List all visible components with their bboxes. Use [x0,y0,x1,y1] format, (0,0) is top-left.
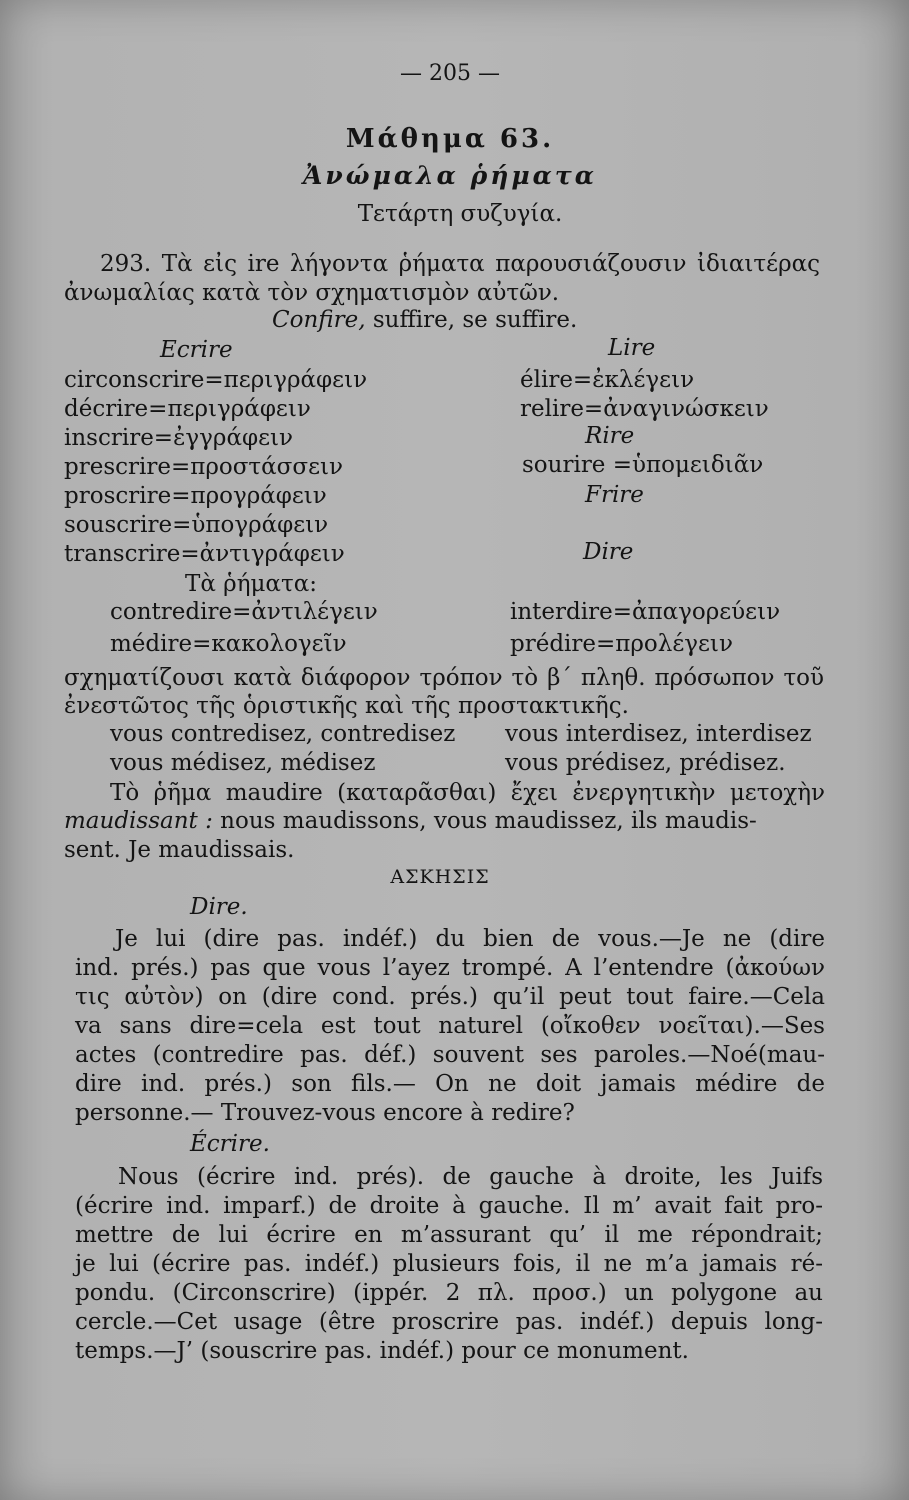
verb-item: élire=ἐκλέγειν [520,367,695,393]
exercise-line: temps.—J’ (souscrire pas. indéf.) pour ce monument. [75,1338,689,1364]
exercise-line: pondu. (Circonscrire) (ippér. 2 πλ. προσ.) un polygone au [75,1280,823,1306]
verb-item: inscrire=ἐγγράφειν [64,425,293,451]
conj-pair-right: vous interdisez, interdisez [505,721,812,747]
verb-item: prescrire=προστάσσειν [64,454,343,480]
ecrire-heading: Ecrire [160,337,233,363]
verb-item: transcrire=ἀντιγράφειν [64,541,345,567]
ta-rhemata: Τὰ ῥήματα: [185,571,317,597]
lire-heading: Lire [608,335,656,361]
frire-heading: Frire [585,482,644,508]
intro-line-2: ἀνωμαλίας κατὰ τὸν σχηματισμὸν αὐτῶν. [64,280,560,306]
conj-pair-right: vous prédisez, prédisez. [505,750,786,776]
intro-line-1: 293. Τὰ εἰς ire λήγοντα ῥήματα παρουσιάζουσιν ἰδιαιτέρας [100,251,820,277]
verb-item: souscrire=ὑπογράφειν [64,512,329,538]
page-number: — 205 — [400,61,500,86]
verb-item: décrire=περιγράφειν [64,396,311,422]
exercise-line: personne.— Trouvez-vous encore à redire? [75,1100,575,1126]
exercise-line: (écrire ind. imparf.) de droite à gauche. Il m’ avait fait pro- [75,1193,823,1219]
conj-pair-left: vous médisez, médisez [110,750,376,776]
conj-pair-left: vous contredisez, contredisez [110,721,456,747]
maudire-line-3: sent. Je maudissais. [64,837,295,863]
conjugation-heading: Τετάρτη συζυγία. [357,201,563,227]
exercise-line: mettre de lui écrire en m’assurant qu’ il me répondrait; [75,1222,823,1248]
exercise-line: cercle.—Cet usage (être proscrire pas. indéf.) depuis long- [75,1309,823,1335]
exercise-line: ind. prés.) pas que vous l’ayez trompé. A l’entendre (ἀκούων [75,955,825,981]
exercise-line: va sans dire=cela est tout naturel (οἴκοθεν νοεῖται).—Ses [75,1013,825,1039]
maudire-line-2 [64,807,757,835]
confire-line: Confire, suffire, se suffire. [272,307,578,333]
schematize-line-1: σχηματίζουσι κατὰ διάφορον τρόπον τὸ β΄ πληθ. πρόσωπον τοῦ [64,665,824,691]
exercise-line: Je lui (dire pas. indéf.) du bien de vous.—Je ne (dire [115,926,825,952]
verb-item: proscrire=προγράφειν [64,483,327,509]
verb-pair-right: interdire=ἀπαγορεύειν [510,599,781,625]
verb-pair-left: contredire=ἀντιλέγειν [110,599,378,625]
exercise-line: Nous (écrire ind. prés). de gauche à droite, les Juifs [118,1164,823,1190]
lesson-title: Μάθημα 63. [345,124,555,154]
verb-pair-right: prédire=προλέγειν [510,631,733,657]
maudire-rest: nous maudissons, vous maudissez, ils maudis- [220,808,757,834]
verb-item: relire=ἀναγινώσκειν [520,396,769,422]
schematize-line-2: ἐνεστῶτος τῆς ὁριστικῆς καὶ τῆς προστακτικῆς. [64,693,629,719]
verb-pair-left: médire=κακολογεῖν [110,631,347,657]
maudire-line-1: Τὸ ῥῆμα maudire (καταρᾶσθαι) ἔχει ἐνεργητικὴν μετοχὴν [110,780,825,806]
lesson-subtitle: Ἀνώμαλα ῥήματα [303,161,597,190]
verb-item: sourire =ὑπομειδιᾶν [522,452,764,478]
rire-heading: Rire [585,423,635,449]
exercise-line: actes (contredire pas. déf.) souvent ses paroles.—Noé(mau- [75,1042,825,1068]
participle: maudissant : [64,808,213,834]
verb-item: circonscrire=περιγράφειν [64,367,368,393]
exercise-line: je lui (écrire pas. indéf.) plusieurs fois, il ne m’a jamais ré- [75,1251,823,1277]
exercise-title: ΑΣΚΗΣΙΣ [390,866,490,888]
dire-label: Dire. [190,894,248,920]
exercise-line: dire ind. prés.) son fils.— On ne doit jamais médire de [75,1071,825,1097]
exercise-line: τις αὐτὸν) on (dire cond. prés.) qu’il peut tout faire.—Cela [75,984,825,1010]
ecrire-label: Écrire. [190,1131,270,1157]
dire-heading: Dire [583,539,634,565]
